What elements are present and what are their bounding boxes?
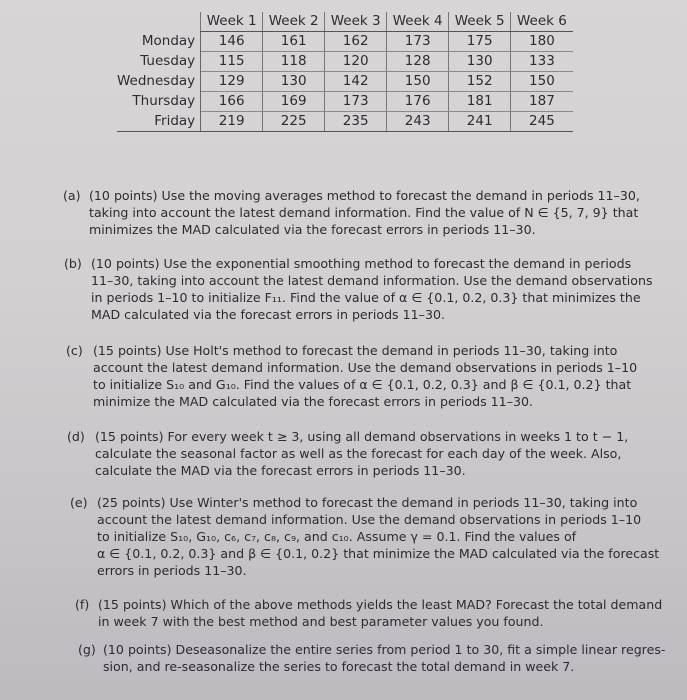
question-label: (c)	[66, 343, 83, 358]
demand-value: 176	[387, 92, 449, 112]
demand-value: 133	[511, 52, 573, 72]
table-row	[117, 52, 573, 72]
question-line: (15 points) Use Holt's method to forecast the demand in periods 11–30, taking into	[93, 343, 618, 358]
question-line: α ∈ {0.1, 0.2, 0.3} and β ∈ {0.1, 0.2} that minimize the MAD calculated via the forecast	[97, 546, 660, 561]
demand-value: 128	[387, 52, 449, 72]
demand-value: 150	[387, 72, 449, 92]
demand-value: 129	[201, 72, 263, 92]
week-header: Week 2	[263, 12, 325, 32]
demand-value: 180	[511, 32, 573, 52]
demand-value: 173	[325, 92, 387, 112]
demand-value: 161	[263, 32, 325, 52]
table-row	[117, 72, 573, 92]
question-line: in periods 1–10 to initialize F₁₁. Find the value of α ∈ {0.1, 0.2, 0.3} that minimizes the	[91, 290, 641, 305]
question-line: errors in periods 11–30.	[97, 563, 247, 578]
question-line: (10 points) Use the exponential smoothing method to forecast the demand in periods	[91, 256, 632, 271]
question-line: taking into account the latest demand information. Find the value of N ∈ {5, 7, 9} that	[89, 205, 639, 220]
question-label: (e)	[70, 495, 88, 510]
demand-value: 187	[511, 92, 573, 112]
question-line: minimize the MAD calculated via the forecast errors in periods 11–30.	[93, 394, 534, 409]
question-line: in week 7 with the best method and best parameter values you found.	[98, 614, 544, 629]
question-label: (d)	[67, 429, 85, 444]
demand-value: 146	[201, 32, 263, 52]
question-line: (15 points) Which of the above methods yields the least MAD? Forecast the total demand	[98, 597, 663, 612]
table-row	[117, 92, 573, 112]
question-line: to initialize S₁₀, G₁₀, c₆, c₇, c₈, c₉, and c₁₀. Assume γ = 0.1. Find the values of	[97, 529, 577, 544]
question-line: sion, and re-seasonalize the series to forecast the total demand in week 7.	[103, 659, 575, 674]
question-line: calculate the MAD via the forecast errors in periods 11–30.	[95, 463, 466, 478]
question-line: minimizes the MAD calculated via the forecast errors in periods 11–30.	[89, 222, 536, 237]
demand-value: 169	[263, 92, 325, 112]
demand-table	[117, 12, 573, 132]
demand-value: 130	[449, 52, 511, 72]
week-header: Week 1	[201, 12, 263, 32]
day-label: Thursday	[117, 92, 201, 112]
demand-value: 162	[325, 32, 387, 52]
demand-value: 243	[387, 112, 449, 132]
question-line: 11–30, taking into account the latest demand information. Use the demand observations	[91, 273, 653, 288]
table-row	[117, 32, 573, 52]
demand-value: 219	[201, 112, 263, 132]
question-line: calculate the seasonal factor as well as the forecast for each day of the week. Also,	[95, 446, 622, 461]
demand-value: 142	[325, 72, 387, 92]
question-line: (10 points) Use the moving averages method to forecast the demand in periods 11–30,	[89, 188, 640, 203]
demand-value: 118	[263, 52, 325, 72]
demand-value: 175	[449, 32, 511, 52]
day-label: Monday	[117, 32, 201, 52]
table-header-row	[117, 12, 573, 32]
question-line: account the latest demand information. Use the demand observations in periods 1–10	[93, 360, 638, 375]
question-label: (a)	[63, 188, 81, 203]
demand-value: 115	[201, 52, 263, 72]
week-header: Week 4	[387, 12, 449, 32]
day-label: Friday	[117, 112, 201, 132]
question-label: (f)	[75, 597, 90, 612]
table-row	[117, 112, 573, 132]
question-label: (b)	[64, 256, 82, 271]
demand-value: 235	[325, 112, 387, 132]
question-line: to initialize S₁₀ and G₁₀. Find the values of α ∈ {0.1, 0.2, 0.3} and β ∈ {0.1, 0.2} that	[93, 377, 632, 392]
question-label: (g)	[78, 642, 96, 657]
demand-value: 181	[449, 92, 511, 112]
demand-value: 166	[201, 92, 263, 112]
demand-value: 245	[511, 112, 573, 132]
demand-value: 150	[511, 72, 573, 92]
demand-value: 130	[263, 72, 325, 92]
demand-value: 120	[325, 52, 387, 72]
demand-value: 241	[449, 112, 511, 132]
day-label: Tuesday	[117, 52, 201, 72]
demand-value: 152	[449, 72, 511, 92]
question-line: account the latest demand information. Use the demand observations in periods 1–10	[97, 512, 642, 527]
demand-value: 173	[387, 32, 449, 52]
week-header: Week 5	[449, 12, 511, 32]
table-corner	[117, 12, 201, 32]
question-line: (15 points) For every week t ≥ 3, using all demand observations in weeks 1 to t − 1,	[95, 429, 629, 444]
week-header: Week 6	[511, 12, 573, 32]
question-line: MAD calculated via the forecast errors in periods 11–30.	[91, 307, 445, 322]
question-line: (10 points) Deseasonalize the entire series from period 1 to 30, fit a simple linear regres-	[103, 642, 666, 657]
question-line: (25 points) Use Winter's method to forecast the demand in periods 11–30, taking into	[97, 495, 638, 510]
demand-value: 225	[263, 112, 325, 132]
week-header: Week 3	[325, 12, 387, 32]
day-label: Wednesday	[117, 72, 201, 92]
